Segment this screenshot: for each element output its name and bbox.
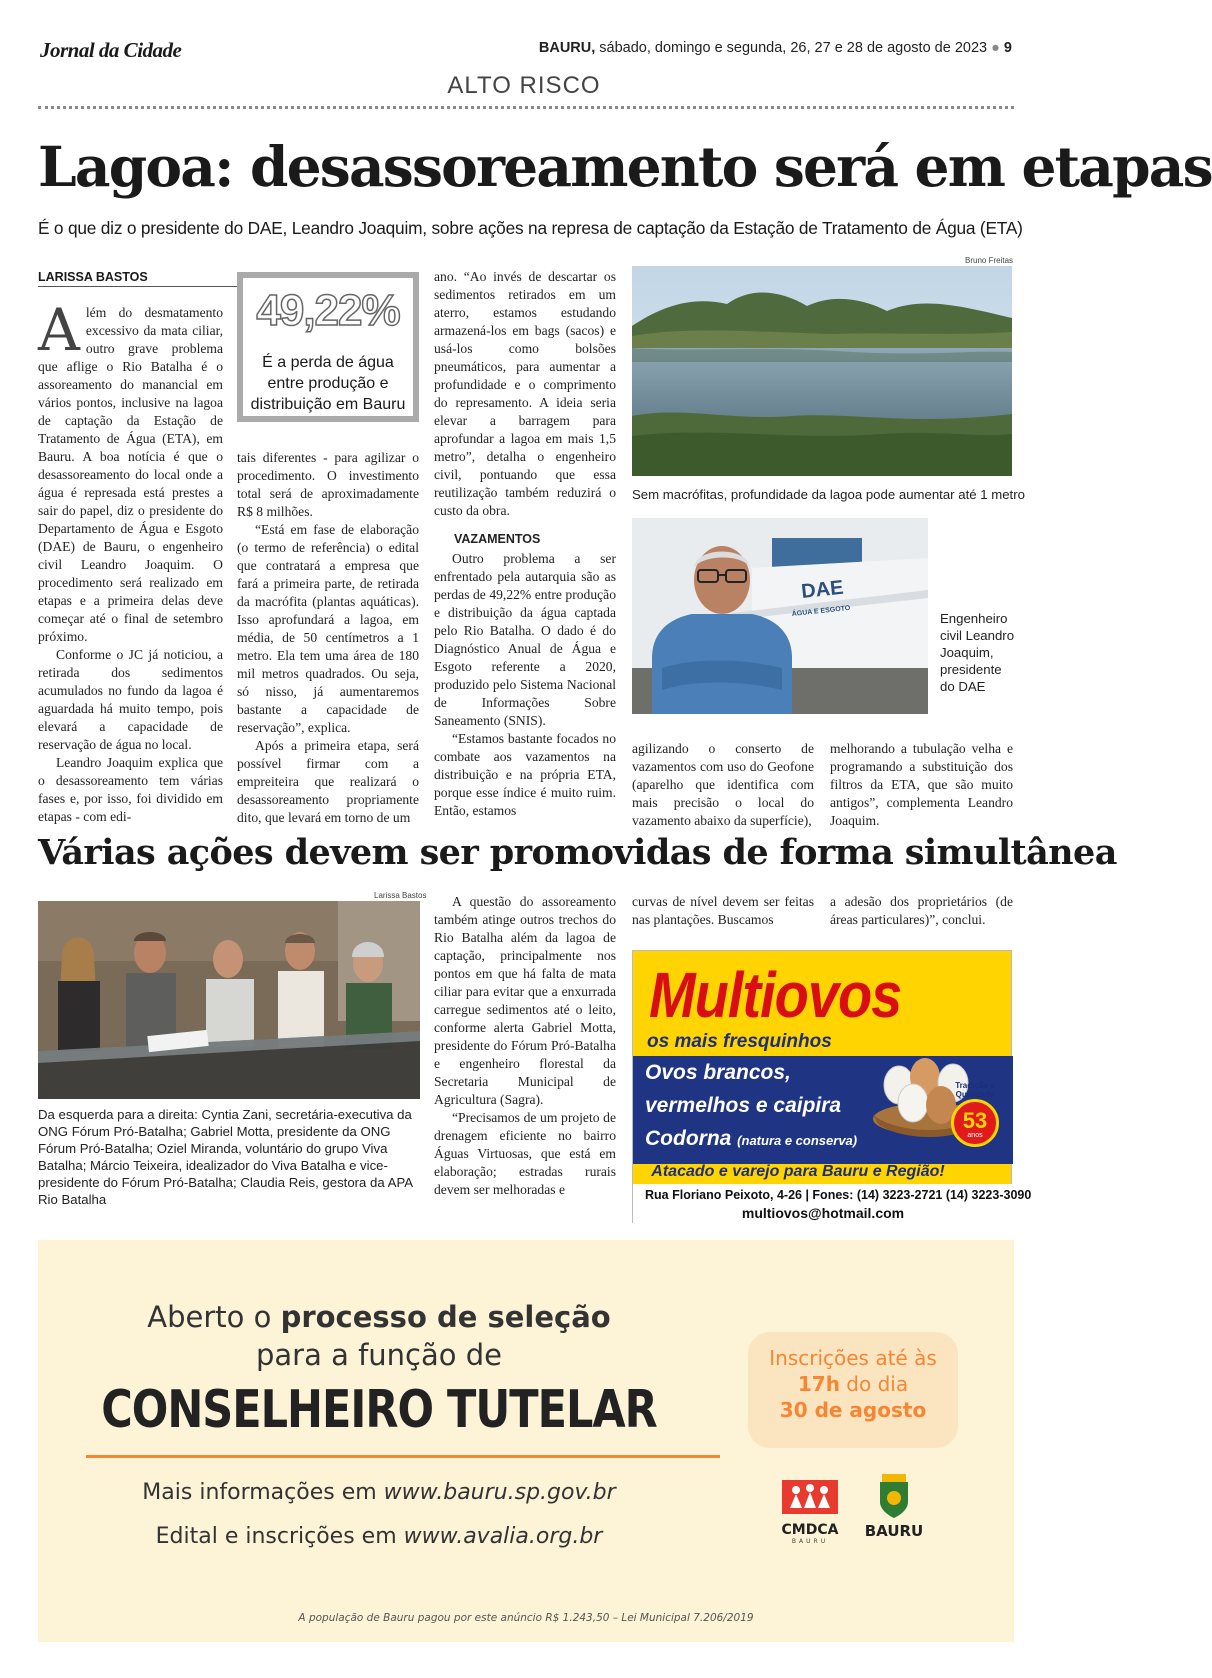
page-number: 9: [1003, 40, 1012, 56]
paragraph: “Está em fase de elaboração (o termo de referência) o edital que contratará a empresa que fará a primeira parte, de retirada da macrófita (plantas aquáticas). Isso aprofundará a lagoa, em média, de 50 centímetros a 1 metro. Ela tem uma área de 180 mil metros quadrados. Ou seja, só nisso, já aumentaremos bastante a capacidade de reservação”, explica.: [237, 522, 419, 735]
anniversary-seal: [947, 1081, 1003, 1149]
drop-cap: A: [38, 296, 80, 364]
ad2-website-link[interactable]: www.bauru.sp.gov.br: [383, 1480, 616, 1505]
ad-slogan: os mais fresquinhos: [647, 1031, 832, 1052]
paragraph: Conforme o JC já noticiou, a retirada dos sedimentos acumulados no fundo da lagoa é aguardada há muito tempo, pois elevará a capacidade de reservação de água no local.: [38, 647, 223, 752]
paragraph: a adesão dos proprietários (de áreas particulares)”, conclui.: [830, 894, 1013, 927]
paragraph: curvas de nível devem ser feitas nas plantações. Buscamos: [632, 894, 814, 927]
main-headline: Lagoa: desassoreamento será em etapas: [38, 134, 1212, 199]
seal-number: 53: [962, 1108, 988, 1133]
ad2-line1-bold: processo de seleção: [280, 1300, 611, 1334]
paragraph: tais diferentes - para agilizar o procedimento. O investimento total será de aproximadamente R$ 8 milhões.: [237, 450, 419, 519]
ad2-line2: para a função de: [256, 1338, 502, 1372]
ad2-line1: [38, 1300, 720, 1334]
ad-address: Rua Floriano Peixoto, 4-26 | Fones: (14) 3223-2721 (14) 3223-3090: [645, 1188, 1032, 1202]
photo-credit: Bruno Freitas: [965, 256, 1014, 265]
article-column-5: [830, 740, 1013, 830]
engineer-portrait-image: [632, 518, 928, 714]
ad-email-link[interactable]: multiovos@hotmail.com: [741, 1205, 905, 1221]
stat-value: 49,22%: [256, 286, 400, 335]
paragraph: A questão do assoreamento também atinge outros trechos do Rio Batalha além da lagoa de captação, principalmente nos pontos em que há falta de mata ciliar para evitar que a enxurrada carregue sedimentos até o leito, conforme alerta Gabriel Motta, presidente do Fórum Pró-Batalha e engenheiro florestal da Secretaria Municipal de Agricultura (Sagra).: [434, 894, 616, 1107]
article-column-2: [237, 449, 419, 827]
ad2-deadline-date: 30 de agosto: [779, 1398, 927, 1422]
ad-product-line: [645, 1127, 857, 1151]
byline: LARISSA BASTOS: [38, 270, 238, 287]
article-column-4: [632, 740, 814, 830]
seal-top-text: Tradição e Qualidade: [955, 1081, 995, 1099]
dateline: [539, 40, 1012, 56]
paragraph: Leandro Joaquim explica que o desassoreamento tem várias fases e, por isso, foi dividido em etapas - com edi-: [38, 755, 223, 824]
article2-column-3: [830, 893, 1013, 929]
cmdca-logo-subtext: BAURU: [791, 1538, 829, 1545]
article2-column-2: [632, 893, 814, 929]
ad-product-codorna: Codorna: [645, 1127, 732, 1150]
seal-years-label: anos: [967, 1132, 983, 1139]
paragraph: [38, 296, 223, 646]
lake-photo-caption: Sem macrófitas, profundidade da lagoa pode aumentar até 1 metro: [632, 487, 1025, 502]
lake-landscape-image: [632, 266, 1012, 476]
lake-photo: [632, 266, 1012, 476]
ad-brand: Multiovos: [649, 958, 902, 1031]
ad-product-line: Ovos brancos,: [645, 1061, 791, 1084]
section-rule: [38, 106, 1014, 109]
paragraph: melhorando a tubulação velha e programando a substituição dos filtros da ETA, que são muito antigos”, complementa Leandro Joaquim.: [830, 741, 1013, 828]
stat-description: É a perda de água entre produção e distribuição em Bauru: [250, 354, 406, 413]
ad2-title: CONSELHEIRO TUTELAR: [101, 1380, 657, 1440]
meeting-group-image: [38, 901, 420, 1099]
ad2-info2-text: Edital e inscrições em: [155, 1524, 404, 1549]
ad2-info1-text: Mais informações em: [142, 1480, 384, 1505]
bauru-logo-text: BAURU: [864, 1522, 924, 1540]
paragraph: agilizando o conserto de vazamentos com uso do Geofone (aparelho que identifica com mais precisão o local do vazamento abaixo da superfície),: [632, 741, 814, 828]
cmdca-logo-text: CMDCA: [781, 1522, 839, 1538]
paragraph: ano. “Ao invés de descartar os sedimentos retirados em um aterro, estamos estudando armazená-los em bags (sacos) e usá-los como bolsões pneumáticos, para aumentar a profundidade e o comprimento do represamento. A ideia seria elevar a barragem para aprofundar a lagoa em mais 1,5 metro”, detalha o engenheiro civil, pontuando que essa reutilização também reduzirá o custo da obra.: [434, 269, 616, 518]
boat-subtext: ÁGUA E ESGOTO: [791, 604, 851, 618]
subheadline: É o que diz o presidente do DAE, Leandro Joaquim, sobre ações na represa de captação da Estação de Tratamento de Água (ETA): [38, 218, 1023, 238]
ad2-footer: A população de Bauru pagou por este anúncio R$ 1.243,50 – Lei Municipal 7.206/2019: [298, 1612, 754, 1624]
ad2-edital-link[interactable]: www.avalia.org.br: [403, 1524, 603, 1549]
cmdca-logo-icon: [776, 1476, 844, 1520]
section-subtitle: VAZAMENTOS: [454, 532, 541, 546]
ad-product-codorna-detail: (natura e conserva): [737, 1133, 858, 1148]
masthead: Jornal da Cidade: [40, 38, 182, 62]
engineer-photo: [632, 518, 928, 714]
meeting-photo: [38, 901, 420, 1099]
ad2-info1: [38, 1480, 720, 1505]
ad2-line1-normal: Aberto o: [147, 1300, 281, 1334]
article-column-1: [38, 296, 223, 826]
boat-text: DAE: [800, 576, 845, 603]
article2-column-1: [434, 893, 616, 1199]
ad2-deadline-day: do dia: [839, 1372, 909, 1396]
paragraph: Outro problema a ser enfrentado pela autarquia são as perdas de 49,22% entre produção e distribuição da água captada pelo Rio Batalha. O dado é do Diagnóstico Anual de Água e Esgoto referente a 2020, produzido pelo Sistema Nacional de Informações Sobre Saneamento (SNIS).: [434, 551, 616, 728]
ad2-info2: [38, 1524, 720, 1549]
conselheiro-tutelar-ad[interactable]: [38, 1240, 1014, 1642]
bauru-coat-of-arms-icon: [872, 1472, 916, 1520]
ad-product-line: vermelhos e caipira: [645, 1094, 842, 1117]
ad2-deadline-hour: 17h: [797, 1372, 840, 1396]
seal-circle: [951, 1099, 999, 1147]
ad2-deadline-line2: [748, 1372, 958, 1396]
bullet-icon: ●: [991, 40, 1000, 56]
meeting-photo-caption: Da esquerda para a direita: Cyntia Zani, secretária-executiva da ONG Fórum Pró-Batalha; Gabriel Motta, presidente da ONG Fórum Pró-Batalha; Oziel Miranda, voluntário do grupo Viva Batalha; Márcio Teixeira, idealizador do Viva Batalha e vice-presidente do Fórum Pró-Batalha; Claudia Reis, gestora da APA Rio Batalha: [38, 1107, 413, 1207]
paragraph: “Estamos bastante focados no combate aos vazamentos na distribuição e na própria ETA, porque esse índice é muito ruim. Então, estamos: [434, 731, 616, 818]
paragraph-text: lém do desmatamento excessivo da mata ciliar, outro grave problema que aflige o Rio Batalha é o assoreamento do manancial em vários pontos, inclusive na lagoa de captação da Estação de Tratamento de Água (ETA), em Bauru. A boa notícia é que o desassoreamento do local onde a água é represada está prestes a sair do papel, diz o presidente do Departamento de Água e Esgoto (DAE) de Bauru, o engenheiro civil Leandro Joaquim. O procedimento será realizado em etapas e a primeira delas deve começar até o final de setembro próximo.: [38, 305, 223, 644]
section-label: ALTO RISCO: [447, 72, 601, 99]
ad2-deadline-line1: Inscrições até às: [769, 1346, 937, 1370]
multiovos-ad[interactable]: [632, 950, 1032, 1223]
engineer-photo-caption: Engenheiro civil Leandro Joaquim, presidente do DAE: [940, 611, 1015, 694]
stat-box: [237, 272, 419, 422]
paragraph: “Precisamos de um projeto de drenagem eficiente no bairro Águas Virtuosas, que está em elaboração; estradas rurais devem ser melhoradas e: [434, 1110, 616, 1197]
dateline-date: sábado, domingo e segunda, 26, 27 e 28 de agosto de 2023: [595, 40, 992, 56]
ad2-orange-rule: [86, 1455, 720, 1458]
ad-tagline: Atacado e varejo para Bauru e Região!: [651, 1163, 945, 1180]
dateline-city: BAURU,: [538, 40, 596, 56]
paragraph: Após a primeira etapa, será possível firmar com a empreiteira que realizará o desassoreamento propriamente dito, que levará em torno de um: [237, 738, 419, 825]
photo-credit: Larissa Bastos: [374, 891, 427, 900]
secondary-headline: Várias ações devem ser promovidas de forma simultânea: [38, 832, 1117, 873]
article-column-3: [434, 268, 616, 820]
